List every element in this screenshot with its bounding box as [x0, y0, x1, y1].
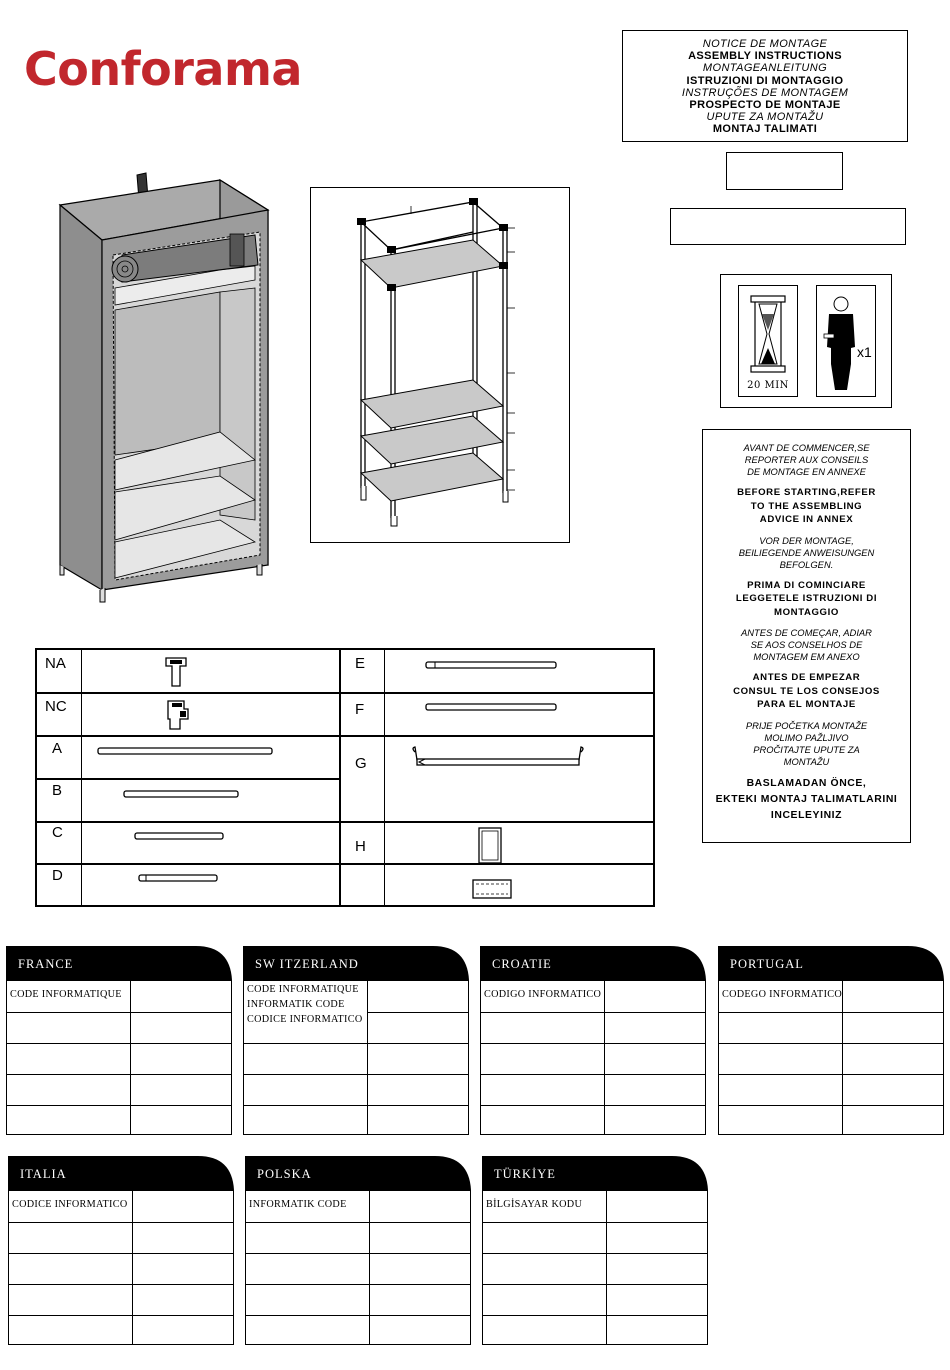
advice-line: ANTES DE COMEÇAR, ADIAR [741, 627, 872, 638]
cover-panel-icon [471, 878, 513, 902]
advice-line: AVANT DE COMMENCER,SE [743, 442, 870, 453]
advice-line: ADVICE IN ANNEX [759, 514, 854, 525]
advice-line: BEILIEGENDE ANWEISUNGEN [738, 546, 875, 558]
advice-line: SE AOS CONSELHOS DE [750, 639, 863, 650]
product-name-box [670, 208, 906, 245]
code-label: INFORMATIK CODE [249, 1199, 347, 1210]
country-code-grid [243, 980, 469, 1135]
tube-a-icon [97, 746, 275, 758]
country-code-grid [480, 980, 706, 1135]
part-label-a: A [52, 740, 63, 757]
country-name: FRANCE [18, 957, 74, 971]
country-code-grid [482, 1190, 708, 1345]
wardrobe-covered-illustration [50, 170, 280, 605]
part-label-h: H [355, 838, 366, 855]
code-label: INFORMATIK CODE [247, 999, 345, 1010]
advice-line: CONSUL TE LOS CONSEJOS [733, 685, 880, 697]
country-table [243, 946, 469, 1136]
advice-block [703, 720, 910, 768]
time-panel [738, 285, 798, 397]
connector-na-icon [162, 654, 190, 690]
part-label-d: D [52, 867, 63, 884]
advice-line: MONTAGGIO [774, 606, 839, 618]
advice-block [703, 671, 910, 712]
hanging-rail-g-icon [409, 746, 589, 776]
country-code-grid [6, 980, 232, 1135]
advice-block [703, 486, 910, 527]
title-line: ISTRUZIONI DI MONTAGGIO [686, 74, 844, 87]
country-table [480, 946, 706, 1136]
code-label: CODIGO INFORMATICO [484, 989, 602, 1000]
parts-table [35, 648, 655, 907]
advice-line: PROČITAJTE UPUTE ZA [753, 743, 860, 755]
assembly-time: 20 MIN [747, 380, 789, 391]
country-name: SW ITZERLAND [255, 957, 359, 971]
advice-line: TO THE ASSEMBLING [750, 500, 863, 512]
people-panel [816, 285, 876, 397]
advice-block [703, 442, 910, 478]
title-line: NOTICE DE MONTAGE [702, 38, 828, 50]
title-line: MONTAGEANLEITUNG [702, 62, 828, 75]
hourglass-icon [739, 294, 797, 379]
advice-line: INCELEYINIZ [770, 809, 843, 821]
part-label-g: G [355, 755, 367, 772]
code-label: CODE INFORMATIQUE [10, 989, 122, 1000]
assembly-titles-box [622, 30, 908, 142]
title-line: MONTAJ TALIMATI [712, 123, 818, 136]
advice-box [702, 429, 911, 843]
tube-e-icon [425, 660, 559, 672]
title-line: PROSPECTO DE MONTAJE [689, 99, 841, 112]
part-label-b: B [52, 782, 63, 799]
advice-line: REPORTER AUX CONSEILS [744, 454, 869, 465]
tube-b-icon [123, 789, 241, 801]
worker-with-tool-icon [821, 292, 861, 392]
shelf-panel-h-icon [477, 826, 505, 866]
advice-line: BEFOLGEN. [779, 558, 834, 570]
country-name: TÜRKİYE [494, 1167, 556, 1181]
advice-block [703, 627, 910, 663]
tube-f-icon [425, 702, 559, 714]
advice-line: MOLIMO PAŽLJIVO [764, 731, 849, 743]
advice-line: PRIJE POČETKA MONTAŽE [745, 719, 868, 731]
tube-c-icon [134, 831, 226, 843]
country-table [8, 1156, 234, 1346]
advice-line: DE MONTAGE EN ANNEXE [747, 466, 866, 477]
country-table [6, 946, 232, 1136]
advice-line: PARA EL MONTAJE [757, 699, 856, 710]
advice-line: BASLAMADAN ÖNCE, [746, 777, 867, 789]
country-name: ITALIA [20, 1167, 67, 1181]
advice-line: VOR DER MONTAGE, [759, 534, 854, 546]
advice-line: PRIMA DI COMINCIARE [747, 579, 866, 591]
frame-diagram [311, 188, 569, 542]
country-name: PORTUGAL [730, 957, 804, 971]
country-code-grid [718, 980, 944, 1135]
frame-diagram-box [310, 187, 570, 543]
code-label: CODICE INFORMATICO [12, 1199, 128, 1210]
assembly-info-box [720, 274, 892, 408]
title-line: ASSEMBLY INSTRUCTIONS [688, 50, 842, 63]
part-label-na: NA [45, 655, 66, 672]
part-label-e: E [355, 655, 366, 672]
advice-line: BEFORE STARTING,REFER [737, 487, 876, 498]
title-line: INSTRUÇÕES DE MONTAGEM [681, 86, 849, 99]
advice-block [703, 776, 910, 824]
brand-logo [24, 42, 302, 96]
reference-box [726, 152, 843, 190]
code-label: CODEGO INFORMATICO [722, 989, 843, 1000]
title-line: UPUTE ZA MONTAŽU [706, 111, 824, 124]
advice-line: MONTAŽU [783, 755, 830, 767]
part-label-f: F [355, 701, 365, 718]
country-name: CROATIE [492, 957, 552, 971]
country-name: POLSKA [257, 1167, 312, 1181]
connector-nc-icon [162, 697, 190, 733]
part-label-nc: NC [45, 698, 67, 715]
advice-block [703, 579, 910, 620]
country-code-grid [245, 1190, 471, 1345]
advice-line: EKTEKI MONTAJ TALIMATLARINI [715, 793, 898, 805]
code-label: CODE INFORMATIQUE [247, 984, 359, 995]
country-code-grid [8, 1190, 234, 1345]
advice-line: ANTES DE EMPEZAR [752, 672, 861, 683]
advice-block [703, 535, 910, 571]
advice-line: LEGGETELE ISTRUZIONI DI [735, 593, 878, 604]
code-label: CODICE INFORMATICO [247, 1014, 363, 1025]
country-table [718, 946, 944, 1136]
code-label: BİLGİSAYAR KODU [486, 1199, 583, 1210]
tube-d-icon [138, 873, 220, 885]
people-count: x1 [857, 344, 872, 360]
brand-name: Conforama [24, 42, 302, 96]
part-label-c: C [52, 824, 63, 841]
advice-line: MONTAGEM EM ANEXO [753, 651, 860, 662]
country-table [245, 1156, 471, 1346]
country-table [482, 1156, 708, 1346]
